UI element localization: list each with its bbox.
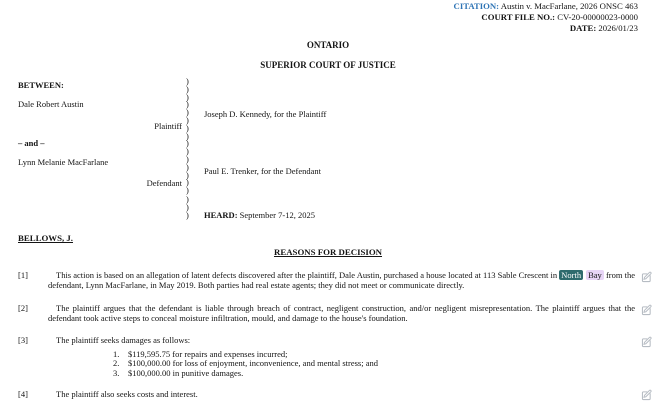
edit-paragraph-2-button[interactable] [639,303,654,318]
citation-line [454,1,638,12]
province-heading: ONTARIO [306,40,350,50]
judge-name: BELLOWS, J. [18,233,73,243]
paragraph-number: [2] [18,303,28,313]
reasons-title: REASONS FOR DECISION [273,247,383,257]
paragraph-3-lead: The plaintiff seeks damages as follows: [56,335,191,345]
plaintiff-name: Dale Robert Austin [18,99,84,109]
plaintiff-counsel: Joseph D. Kennedy, for the Plaintiff [204,109,327,119]
paren-column-upper: ) ) ) ) ) ) ) ) ) ) ) ) ) ) ) [186,76,189,196]
citation-block [454,1,638,34]
defendant-name: Lynn Melanie MacFarlane [18,157,109,167]
edit-paragraph-4-button[interactable] [639,388,654,403]
defendant-role-label: Defendant [146,178,182,188]
paragraph-3 [18,335,638,378]
court-heading: SUPERIOR COURT OF JUSTICE [260,60,396,70]
list-item-number: 2. [113,358,120,369]
parties-table [18,78,638,226]
paragraph-2 [18,303,638,323]
paragraph-1-text-after: from the defendant, Lynn MacFarlane, in May 2019. Both parties had real estate agents; they did not meet or communicate directly. [48,270,635,290]
paragraph-text: The plaintiff also seeks costs and interest. [56,389,198,399]
court-file-label: COURT FILE NO.: [481,12,556,22]
paragraph-number: [4] [18,389,28,399]
entity-highlight-north[interactable]: North [561,270,582,280]
court-file-value: CV-20-00000023-0000 [557,12,638,22]
date-label: DATE: [569,23,597,33]
date-value: 2026/01/23 [598,23,638,33]
entity-highlight-bay[interactable]: Bay [588,270,602,280]
between-label: BETWEEN: [18,80,64,90]
paragraph-text [48,335,635,378]
defendant-counsel: Paul E. Trenker, for the Defendant [204,166,321,176]
paragraph-1-text-before: This action is based on an allegation of latent defects discovered after the plaintiff, Dale Austin, purchased a house located at 113 Sable Crescent in [56,270,560,280]
citation-label: CITATION: [453,1,500,11]
paragraph-text [48,270,635,290]
list-item-text: $100,000.00 in punitive damages. [128,367,244,378]
edit-icon [640,388,653,401]
edit-paragraph-1-button[interactable] [639,270,654,285]
and-separator: – and – [18,138,45,148]
list-item-text: $100,000.00 for loss of enjoyment, inconvenience, and mental stress; and [128,358,378,369]
list-item [105,369,635,378]
damages-list [105,350,635,378]
date-line [454,23,638,34]
edit-icon [640,270,653,283]
list-item-number: 1. [113,349,120,359]
paragraph-1 [18,270,638,290]
paragraph-number: [1] [18,270,28,280]
court-file-line [454,12,638,23]
citation-value: Austin v. MacFarlane, 2026 ONSC 463 [500,1,638,11]
paren-column-lower: ) ) ) [186,194,189,220]
list-item-text: $119,595.75 for repairs and expenses incurred; [128,349,288,359]
list-item-number: 3. [113,367,120,378]
edit-icon [640,335,653,348]
edit-icon [640,303,653,316]
edit-paragraph-3-button[interactable] [639,335,654,350]
paragraph-4 [18,389,638,399]
heard-label: HEARD: [204,210,238,220]
paragraph-text: The plaintiff argues that the defendant is liable through breach of contract, negligent construction, and/or negligent misrepresentation. The plaintiff argues that the defendant took active steps to conceal moisture infiltration, mould, and damage to the house's foundation. [48,303,635,323]
plaintiff-role-label: Plaintiff [154,121,182,131]
heard-line [204,210,634,220]
heard-value: September 7-12, 2025 [239,210,315,220]
paragraph-number: [3] [18,335,28,345]
